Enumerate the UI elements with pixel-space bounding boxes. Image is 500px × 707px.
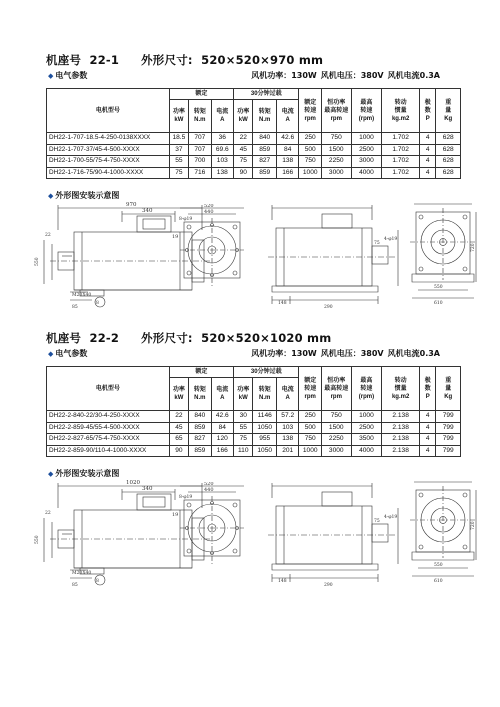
model-cell: DH22-1-700-55/75-4-750-XXXX xyxy=(47,156,170,168)
value-cell: 110 xyxy=(234,445,253,457)
dim-148: 148 xyxy=(278,301,287,306)
dim-340: 340 xyxy=(142,208,153,214)
value-cell: 859 xyxy=(253,144,277,156)
model-cell: DH22-1-707-18.5-4-250-0138XXXX xyxy=(47,133,170,145)
value-cell: 4000 xyxy=(351,445,382,457)
dim-length: 970 xyxy=(126,202,137,208)
front-view-drawing xyxy=(178,482,248,582)
value-cell: 827 xyxy=(253,156,277,168)
value-cell: 799 xyxy=(436,434,461,446)
dim-440: 440 xyxy=(204,487,214,493)
dim-d19: 19 xyxy=(172,234,179,240)
dim-550: 550 xyxy=(35,535,40,544)
section-title: 机座号 22-2 外形尺寸: 520×520×1020 mm xyxy=(46,331,332,345)
dim-d19: 19 xyxy=(172,512,179,518)
value-cell: 250 xyxy=(299,133,321,145)
dim-610: 610 xyxy=(434,579,443,584)
value-cell: 628 xyxy=(436,167,461,179)
junction-box xyxy=(137,216,171,232)
value-cell: 55 xyxy=(169,156,188,168)
diagram-label: ◆ 外形图安装示意图 xyxy=(48,469,120,478)
value-cell: 166 xyxy=(211,445,233,457)
header-rated-current: 电流 A xyxy=(211,378,233,411)
header-rated-speed: 额定 转速 rpm xyxy=(299,89,321,133)
header-max-speed: 最高 转速 (rpm) xyxy=(351,89,382,133)
bolt-spec: M20X40 xyxy=(72,571,92,576)
value-cell: 859 xyxy=(189,445,211,457)
foot-mount-side-view xyxy=(262,478,412,590)
value-cell: 65 xyxy=(169,434,188,446)
table-row xyxy=(47,144,461,156)
value-cell: 500 xyxy=(299,144,321,156)
header-rated-power: 功率 kW xyxy=(169,100,188,133)
foot-base xyxy=(272,564,378,570)
dim-85: 85 xyxy=(72,305,78,310)
dim-720: 720 xyxy=(471,243,476,252)
value-cell: 1.702 xyxy=(382,144,420,156)
value-cell: 57.2 xyxy=(276,411,298,423)
value-cell: 628 xyxy=(436,144,461,156)
value-cell: 2.138 xyxy=(382,445,420,457)
value-cell: 750 xyxy=(299,434,321,446)
value-cell: 859 xyxy=(189,422,211,434)
value-cell: 1000 xyxy=(299,167,321,179)
dim-440: 440 xyxy=(204,209,214,215)
value-cell: 18.5 xyxy=(169,133,188,145)
value-cell: 859 xyxy=(253,167,277,179)
header-ol-torque: 转矩 N.m xyxy=(253,100,277,133)
value-cell: 2.138 xyxy=(382,434,420,446)
foot-mount-side-view xyxy=(262,200,412,312)
foot-mount-front-view xyxy=(408,200,480,312)
value-cell: 2.138 xyxy=(382,411,420,423)
dim-4-19: 4-φ19 xyxy=(384,515,398,520)
table-row xyxy=(47,422,461,434)
value-cell: 42.6 xyxy=(276,133,298,145)
junction-box xyxy=(322,214,352,228)
value-cell: 138 xyxy=(276,156,298,168)
dim-4-19: 4-φ19 xyxy=(384,237,398,242)
value-cell: 45 xyxy=(234,144,253,156)
value-cell: 716 xyxy=(189,167,211,179)
value-cell: 4 xyxy=(420,167,436,179)
value-cell: 69.6 xyxy=(211,144,233,156)
value-cell: 1050 xyxy=(253,422,277,434)
value-cell: 1500 xyxy=(321,144,351,156)
value-cell: 201 xyxy=(276,445,298,457)
header-ol-power: 功率 kW xyxy=(234,100,253,133)
value-cell: 1500 xyxy=(321,422,351,434)
header-const-power-speed: 恒功率 最高转速 rpm xyxy=(321,89,351,133)
value-cell: 955 xyxy=(253,434,277,446)
value-cell: 500 xyxy=(299,422,321,434)
value-cell: 22 xyxy=(234,133,253,145)
dim-520: 520 xyxy=(204,482,214,487)
header-model: 电机型号 xyxy=(47,367,170,411)
dim-610: 610 xyxy=(434,301,443,306)
value-cell: 2250 xyxy=(321,156,351,168)
foot-base xyxy=(272,286,378,292)
value-cell: 1050 xyxy=(253,445,277,457)
table-row xyxy=(47,133,461,145)
foot-mount-front-view xyxy=(408,478,480,590)
model-cell: DH22-2-859-45/55-4-500-XXXX xyxy=(47,422,170,434)
dim-550: 550 xyxy=(35,257,40,266)
dim-22: 22 xyxy=(45,233,51,238)
header-weight: 重 量 Kg xyxy=(436,89,461,133)
value-cell: 4 xyxy=(420,411,436,423)
value-cell: 1.702 xyxy=(382,167,420,179)
header-poles: 极 数 P xyxy=(420,89,436,133)
value-cell: 799 xyxy=(436,445,461,457)
value-cell: 1000 xyxy=(351,411,382,423)
value-cell: 75 xyxy=(234,156,253,168)
value-cell: 166 xyxy=(276,167,298,179)
value-cell: 90 xyxy=(169,445,188,457)
value-cell: 4 xyxy=(420,445,436,457)
header-rated-speed: 额定 转速 rpm xyxy=(299,367,321,411)
dim-520: 520 xyxy=(204,204,214,209)
value-cell: 36 xyxy=(211,133,233,145)
header-ol-torque: 转矩 N.m xyxy=(253,378,277,411)
dim-75: 75 xyxy=(374,519,380,524)
value-cell: 4 xyxy=(420,422,436,434)
value-cell: 4 xyxy=(420,144,436,156)
value-cell: 799 xyxy=(436,411,461,423)
diagram-label: ◆ 外形图安装示意图 xyxy=(48,191,120,200)
value-cell: 3500 xyxy=(351,434,382,446)
model-cell: DH22-1-707-37/45-4-500-XXXX xyxy=(47,144,170,156)
header-rated-torque: 转矩 N.m xyxy=(189,378,211,411)
front-view-drawing xyxy=(178,204,248,304)
diamond-bullet-icon: ◆ xyxy=(48,350,54,358)
header-inertia: 转动 惯量 kg.m2 xyxy=(382,89,420,133)
value-cell: 700 xyxy=(189,156,211,168)
value-cell: 840 xyxy=(253,133,277,145)
value-cell: 628 xyxy=(436,156,461,168)
dim-75: 75 xyxy=(374,241,380,246)
value-cell: 84 xyxy=(276,144,298,156)
value-cell: 3000 xyxy=(321,445,351,457)
header-max-speed: 最高 转速 (rpm) xyxy=(351,367,382,411)
header-ol-power: 功率 kW xyxy=(234,378,253,411)
header-inertia: 转动 惯量 kg.m2 xyxy=(382,367,420,411)
dim-8: 8 xyxy=(96,579,99,584)
dim-720: 720 xyxy=(471,521,476,530)
value-cell: 103 xyxy=(211,156,233,168)
dim-22: 22 xyxy=(45,511,51,516)
value-cell: 2250 xyxy=(321,434,351,446)
value-cell: 750 xyxy=(321,133,351,145)
bolt-spec: M20X40 xyxy=(72,293,92,298)
spec-table xyxy=(46,366,461,457)
header-const-power-speed: 恒功率 最高转速 rpm xyxy=(321,367,351,411)
header-rated-torque: 转矩 N.m xyxy=(189,100,211,133)
junction-box xyxy=(137,494,171,510)
section-title: 机座号 22-1 外形尺寸: 520×520×970 mm xyxy=(46,53,324,67)
value-cell: 799 xyxy=(436,422,461,434)
header-rated-current: 电流 A xyxy=(211,100,233,133)
diamond-bullet-icon: ◆ xyxy=(48,470,54,478)
value-cell: 840 xyxy=(189,411,211,423)
value-cell: 750 xyxy=(321,411,351,423)
header-ol-current: 电流 A xyxy=(276,378,298,411)
value-cell: 2.138 xyxy=(382,422,420,434)
header-overload: 30分钟过载 xyxy=(234,89,299,100)
table-row xyxy=(47,156,461,168)
value-cell: 2500 xyxy=(351,422,382,434)
model-cell: DH22-2-827-65/75-4-750-XXXX xyxy=(47,434,170,446)
electrical-params-label: ◆ 电气参数 xyxy=(48,349,88,358)
value-cell: 4000 xyxy=(351,167,382,179)
value-cell: 22 xyxy=(169,411,188,423)
dim-85: 85 xyxy=(72,583,78,588)
junction-box xyxy=(322,492,352,506)
table-row xyxy=(47,434,461,446)
value-cell: 1146 xyxy=(253,411,277,423)
table-row xyxy=(47,167,461,179)
dim-8-19: 8-φ19 xyxy=(179,217,193,222)
value-cell: 42.6 xyxy=(211,411,233,423)
value-cell: 707 xyxy=(189,144,211,156)
header-model: 电机型号 xyxy=(47,89,170,133)
table-row xyxy=(47,445,461,457)
dim-8: 8 xyxy=(96,301,99,306)
header-weight: 重 量 Kg xyxy=(436,367,461,411)
value-cell: 103 xyxy=(276,422,298,434)
shaft xyxy=(372,524,388,542)
dim-148: 148 xyxy=(278,579,287,584)
model-cell: DH22-2-840-22/30-4-250-XXXX xyxy=(47,411,170,423)
value-cell: 1000 xyxy=(299,445,321,457)
value-cell: 30 xyxy=(234,411,253,423)
diamond-bullet-icon: ◆ xyxy=(48,192,54,200)
value-cell: 628 xyxy=(436,133,461,145)
value-cell: 84 xyxy=(211,422,233,434)
value-cell: 827 xyxy=(189,434,211,446)
value-cell: 3000 xyxy=(351,156,382,168)
value-cell: 3000 xyxy=(321,167,351,179)
header-ol-current: 电流 A xyxy=(276,100,298,133)
value-cell: 138 xyxy=(211,167,233,179)
value-cell: 4 xyxy=(420,156,436,168)
value-cell: 45 xyxy=(169,422,188,434)
fan-params: 风机功率：130W 风机电压：380V 风机电流0.3A xyxy=(251,349,440,358)
dim-length: 1020 xyxy=(126,480,140,486)
model-cell: DH22-1-716-75/90-4-1000-XXXX xyxy=(47,167,170,179)
electrical-params-label: ◆ 电气参数 xyxy=(48,71,88,80)
dim-8-19: 8-φ19 xyxy=(179,495,193,500)
header-rated: 额定 xyxy=(169,367,233,378)
value-cell: 75 xyxy=(169,167,188,179)
model-cell: DH22-2-859-90/110-4-1000-XXXX xyxy=(47,445,170,457)
value-cell: 55 xyxy=(234,422,253,434)
value-cell: 1.702 xyxy=(382,156,420,168)
diamond-bullet-icon: ◆ xyxy=(48,72,54,80)
spec-table xyxy=(46,88,461,179)
value-cell: 75 xyxy=(234,434,253,446)
header-overload: 30分钟过载 xyxy=(234,367,299,378)
table-row xyxy=(47,411,461,423)
value-cell: 1000 xyxy=(351,133,382,145)
value-cell: 37 xyxy=(169,144,188,156)
dim-550-b: 550 xyxy=(434,563,443,568)
value-cell: 120 xyxy=(211,434,233,446)
value-cell: 90 xyxy=(234,167,253,179)
value-cell: 4 xyxy=(420,434,436,446)
header-poles: 极 数 P xyxy=(420,367,436,411)
header-rated-power: 功率 kW xyxy=(169,378,188,411)
value-cell: 707 xyxy=(189,133,211,145)
value-cell: 750 xyxy=(299,156,321,168)
value-cell: 2500 xyxy=(351,144,382,156)
dim-290: 290 xyxy=(324,583,333,588)
dim-290: 290 xyxy=(324,305,333,310)
value-cell: 1.702 xyxy=(382,133,420,145)
fan-params: 风机功率：130W 风机电压：380V 风机电流0.3A xyxy=(251,71,440,80)
dim-550-b: 550 xyxy=(434,285,443,290)
value-cell: 4 xyxy=(420,133,436,145)
value-cell: 250 xyxy=(299,411,321,423)
dim-340: 340 xyxy=(142,486,153,492)
header-rated: 额定 xyxy=(169,89,233,100)
shaft xyxy=(372,246,388,264)
value-cell: 138 xyxy=(276,434,298,446)
